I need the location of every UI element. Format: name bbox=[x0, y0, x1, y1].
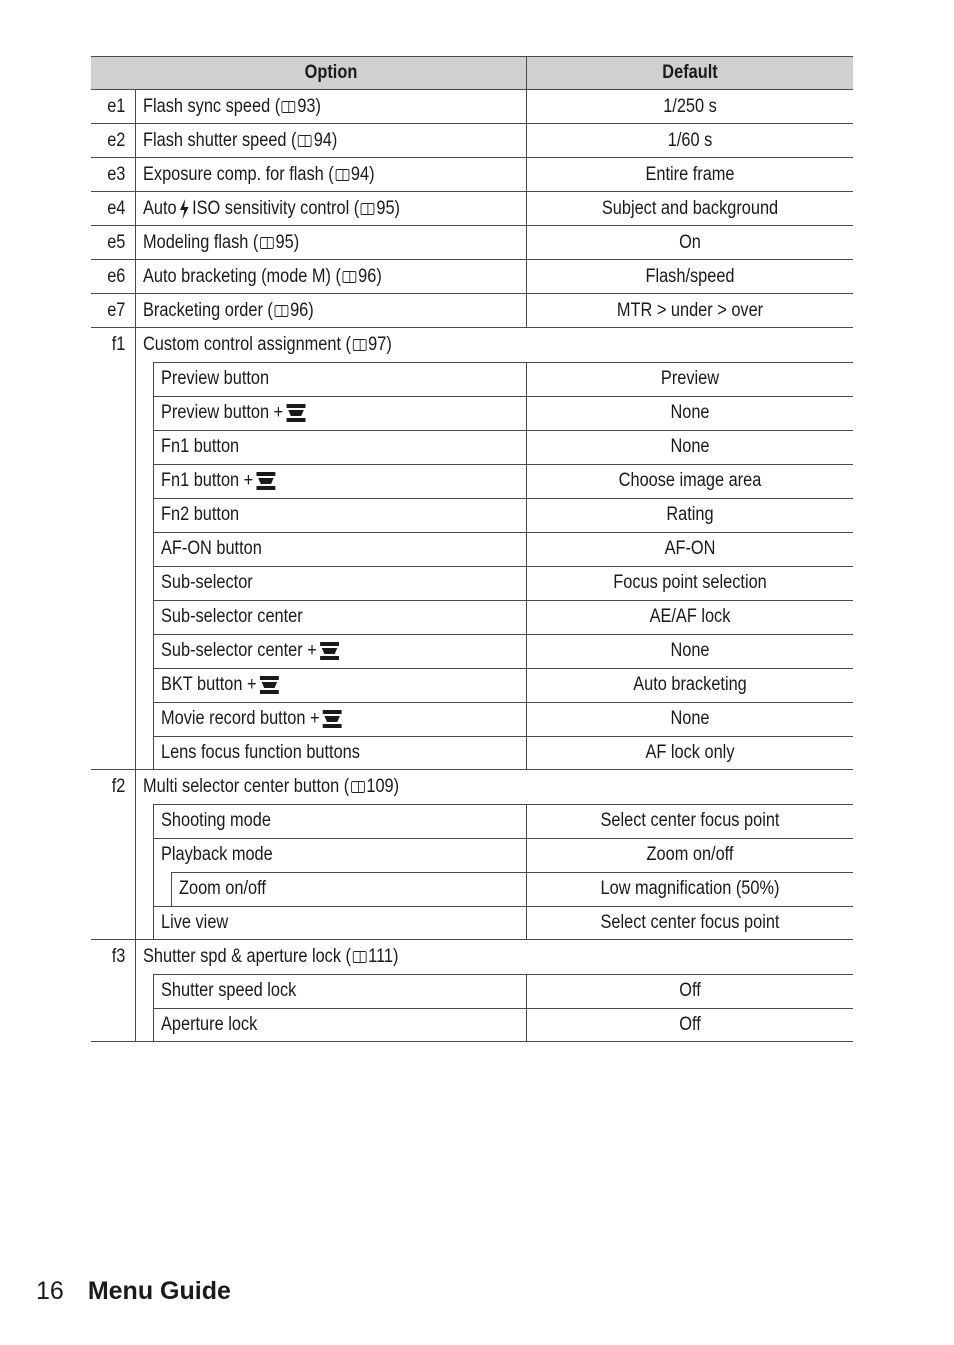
sub-option-label: Shooting mode bbox=[161, 810, 271, 831]
option-label: Exposure comp. for flash ( 94) bbox=[143, 163, 375, 185]
book-icon bbox=[260, 237, 274, 249]
option-label: Custom control assignment ( 97) bbox=[143, 334, 392, 355]
book-icon bbox=[353, 339, 367, 351]
sub-option-label: BKT button + bbox=[161, 668, 282, 702]
sub-option-label: Playback mode bbox=[161, 844, 273, 865]
default-value: Off bbox=[679, 980, 701, 1001]
sub-row bbox=[91, 396, 853, 430]
sub-option-label: Preview button + bbox=[161, 396, 309, 430]
sub-row bbox=[91, 498, 853, 532]
command-dial-icon bbox=[322, 709, 343, 729]
sub-row bbox=[91, 566, 853, 600]
command-dial-icon bbox=[256, 471, 277, 491]
sub-row bbox=[91, 702, 853, 736]
option-label: Flash sync speed ( 93) bbox=[143, 95, 321, 117]
default-value: Select center focus point bbox=[600, 911, 780, 933]
sub-option-label: Sub-selector center + bbox=[161, 634, 343, 668]
setting-code: f2 bbox=[111, 776, 126, 797]
book-icon bbox=[298, 135, 312, 147]
command-dial-icon bbox=[319, 641, 340, 661]
group-row bbox=[91, 328, 853, 362]
setting-code: e5 bbox=[107, 231, 126, 253]
sub-option-label: Zoom on/off bbox=[179, 878, 266, 899]
sub-row bbox=[91, 464, 853, 498]
sub-row bbox=[91, 430, 853, 464]
sub-row bbox=[91, 600, 853, 634]
table-header bbox=[91, 56, 853, 90]
section-title: Menu Guide bbox=[87, 1277, 231, 1305]
default-value: Zoom on/off bbox=[646, 844, 734, 865]
default-value: Choose image area bbox=[618, 470, 762, 491]
setting-code: e1 bbox=[107, 95, 126, 117]
table-row bbox=[91, 294, 853, 328]
option-label: Shutter spd & aperture lock ( 111) bbox=[143, 946, 399, 967]
setting-code: f1 bbox=[111, 334, 126, 355]
table-row bbox=[91, 226, 853, 260]
default-value: None bbox=[670, 402, 710, 423]
setting-code: e2 bbox=[107, 129, 126, 151]
default-value: None bbox=[670, 436, 710, 457]
default-value: 1/60 s bbox=[667, 129, 713, 151]
default-value: Focus point selection bbox=[613, 572, 767, 593]
flash-icon bbox=[179, 199, 189, 219]
default-value: 1/250 s bbox=[663, 95, 717, 117]
sub-option-label: Fn1 button bbox=[161, 436, 240, 457]
option-label: Flash shutter speed ( 94) bbox=[143, 129, 338, 151]
sub-option-label: Movie record button + bbox=[161, 702, 345, 736]
default-value: Preview bbox=[660, 368, 720, 389]
default-value: Flash/speed bbox=[645, 265, 735, 287]
option-label: Auto bracketing (mode M) ( 96) bbox=[143, 265, 382, 287]
default-value: Select center focus point bbox=[600, 810, 780, 831]
sub-row bbox=[91, 1008, 853, 1042]
header-option: Option bbox=[304, 62, 358, 83]
sub-row bbox=[91, 634, 853, 668]
setting-code: e3 bbox=[107, 163, 126, 185]
sub-option-label: Live view bbox=[161, 911, 229, 933]
sub-option-label: Aperture lock bbox=[161, 1013, 258, 1035]
table-body bbox=[91, 90, 853, 1042]
option-label: Auto ISO sensitivity control ( 95) bbox=[143, 197, 401, 219]
settings-table bbox=[91, 56, 853, 1042]
default-value: Subject and background bbox=[601, 197, 779, 219]
setting-code: f3 bbox=[111, 946, 126, 967]
default-value: MTR > under > over bbox=[616, 299, 764, 321]
book-icon bbox=[343, 271, 357, 283]
sub-option-label: Fn1 button + bbox=[161, 464, 279, 498]
default-value: AE/AF lock bbox=[649, 606, 731, 627]
sub-option-label: Shutter speed lock bbox=[161, 980, 297, 1001]
option-label: Modeling flash ( 95) bbox=[143, 231, 300, 253]
sub-row bbox=[91, 736, 853, 770]
default-value: Low magnification (50%) bbox=[600, 878, 780, 899]
table-row bbox=[91, 90, 853, 124]
default-value: Auto bracketing bbox=[633, 674, 747, 695]
book-icon bbox=[335, 169, 349, 181]
sub-option-label: Sub-selector center bbox=[161, 606, 303, 627]
book-icon bbox=[353, 951, 367, 963]
sub-option-label: Lens focus function buttons bbox=[161, 741, 360, 763]
group-row bbox=[91, 940, 853, 974]
option-label: Multi selector center button ( 109) bbox=[143, 776, 400, 797]
sub-option-label: Fn2 button bbox=[161, 504, 240, 525]
page-footer bbox=[36, 1277, 231, 1306]
header-default: Default bbox=[662, 62, 718, 83]
table-row bbox=[91, 124, 853, 158]
default-value: AF lock only bbox=[645, 741, 735, 763]
sub-option-label: Sub-selector bbox=[161, 572, 253, 593]
page-number: 16 bbox=[36, 1277, 64, 1305]
table-row bbox=[91, 192, 853, 226]
command-dial-icon bbox=[259, 675, 280, 695]
default-value: Rating bbox=[666, 504, 714, 525]
default-value: AF-ON bbox=[664, 538, 716, 559]
option-label: Bracketing order ( 96) bbox=[143, 299, 314, 321]
sub-row bbox=[91, 872, 853, 906]
table-row bbox=[91, 260, 853, 294]
default-value: Entire frame bbox=[645, 163, 735, 185]
sub-option-label: AF-ON button bbox=[161, 538, 262, 559]
sub-row bbox=[91, 668, 853, 702]
setting-code: e7 bbox=[107, 299, 126, 321]
sub-row bbox=[91, 906, 853, 940]
default-value: None bbox=[670, 640, 710, 661]
sub-row bbox=[91, 974, 853, 1008]
default-value: Off bbox=[679, 1013, 701, 1035]
group-row bbox=[91, 770, 853, 804]
book-icon bbox=[351, 781, 365, 793]
setting-code: e4 bbox=[107, 197, 126, 219]
sub-row bbox=[91, 804, 853, 838]
default-value: On bbox=[679, 231, 701, 253]
book-icon bbox=[282, 101, 296, 113]
sub-row bbox=[91, 838, 853, 872]
table-row bbox=[91, 158, 853, 192]
default-value: None bbox=[670, 708, 710, 729]
sub-row bbox=[91, 532, 853, 566]
sub-option-label: Preview button bbox=[161, 368, 270, 389]
command-dial-icon bbox=[286, 403, 307, 423]
book-icon bbox=[361, 203, 375, 215]
book-icon bbox=[275, 305, 289, 317]
sub-row bbox=[91, 362, 853, 396]
setting-code: e6 bbox=[107, 265, 126, 287]
